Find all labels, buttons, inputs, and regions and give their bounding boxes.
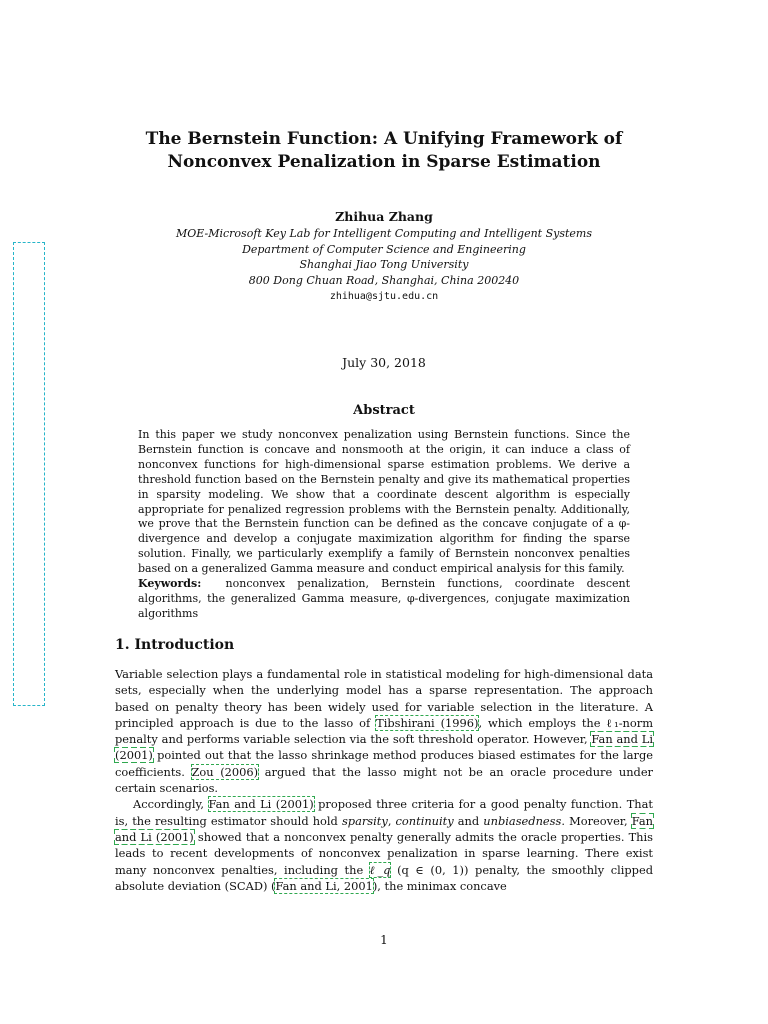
abstract-text: In this paper we study nonconvex penalization using Bernstein functions. Since the Bernstein function is concave and nonsmooth at the origin, it can induce a class of nonconvex functions for high-dimensional sparse estimation problems. We derive a threshold function based on the Bernstein penalty and give its mathematical properties in sparsity modeling. We show that a coordinate descent algorithm is especially appropriate for penalized regression problems with the Bernstein penalty. Additionally, we prove that the Bernstein function can be defined as the concave conjugate of a φ-divergence and develop a conjugate maximization algorithm for finding the sparse solution. Finally, we particularly exemplify a family of Bernstein nonconvex penalties based on a generalized Gamma measure and conduct empirical analysis for this family. xyxy=(138,428,630,576)
affiliation-line: 800 Dong Chuan Road, Shanghai, China 200240 xyxy=(248,273,520,287)
keywords-text: nonconvex penalization, Bernstein functions, coordinate descent algorithms, the generalized Gamma measure, φ-divergences, conjugate maximization algorithms xyxy=(138,577,631,620)
author-block xyxy=(0,208,768,305)
citation-link[interactable]: Tibshirani (1996) xyxy=(376,715,479,730)
citation-link[interactable]: Fan and Li (2001) xyxy=(208,797,314,812)
keywords-label: Keywords: xyxy=(138,577,202,591)
emphasis-text: sparsity xyxy=(341,813,388,828)
section-heading: 1. Introduction xyxy=(115,637,235,653)
abstract-body xyxy=(138,428,630,622)
citation-link[interactable]: Fan and Li (2001) xyxy=(115,813,653,844)
emphasis-text: continuity xyxy=(395,813,454,828)
abstract-heading: Abstract xyxy=(353,403,415,418)
text-run: Variable selection plays a fundamental role in statistical modeling for high-dimensional data sets, especially when the underlying model has a sparse representation. The approach based on penalty theory has been widely used for variable selection in the literature. A principled approach is due to the lasso of xyxy=(115,667,653,730)
margin-annotation-box xyxy=(13,242,45,706)
text-run: . Moreover, xyxy=(561,813,632,828)
text-run: pointed out that the lasso shrinkage method produces biased estimates for the large coefficients. xyxy=(115,748,653,779)
text-run: proposed three criteria for a good penalty function. That is, the resulting estimator should hold xyxy=(115,797,653,828)
text-run: , xyxy=(387,813,396,828)
affiliation-line: MOE-Microsoft Key Lab for Intelligent Computing and Intelligent Systems xyxy=(176,227,592,240)
text-run: Accordingly, xyxy=(133,797,209,812)
introduction-body xyxy=(115,666,653,894)
citation-link[interactable]: Fan and Li (2001) xyxy=(115,732,653,763)
paper-title xyxy=(0,128,768,174)
citation-link[interactable]: Zou (2006) xyxy=(191,764,259,779)
affiliation-line: Shanghai Jiao Tong University xyxy=(299,258,469,271)
keywords xyxy=(138,577,630,622)
text-run: (q ∈ (0, 1)) penalty, the smoothly clipped absolute deviation (SCAD) ( xyxy=(115,862,653,893)
title-line-2: Nonconvex Penalization in Sparse Estimation xyxy=(167,152,601,172)
emphasis-text: unbiasedness xyxy=(483,813,562,828)
affiliation-line: Department of Computer Science and Engineering xyxy=(242,242,526,256)
paragraph xyxy=(115,666,653,796)
paragraph xyxy=(115,796,653,894)
author-name: Zhihua Zhang xyxy=(335,209,433,224)
text-run: argued that the lasso might not be an oracle procedure under certain scenarios. xyxy=(115,764,654,796)
page-number: 1 xyxy=(380,933,388,947)
text-run: and xyxy=(453,813,484,828)
citation-link[interactable]: ℓ_q xyxy=(369,862,391,877)
citation-link[interactable]: Fan and Li, 2001 xyxy=(275,878,373,893)
title-line-1: The Bernstein Function: A Unifying Framework of xyxy=(145,129,623,149)
author-email[interactable]: zhihua@sjtu.edu.cn xyxy=(329,291,439,302)
text-run: , which employs the ℓ₁-norm penalty and performs variable selection via the soft threshold operator. However, xyxy=(115,715,653,747)
text-run: showed that a nonconvex penalty generally admits the oracle properties. This leads to recent developments of nonconvex penalization in sparse learning. There exist many nonconvex penalties, including the xyxy=(115,829,653,877)
text-run: ), the minimax concave xyxy=(372,878,507,893)
paper-date: July 30, 2018 xyxy=(342,355,426,370)
